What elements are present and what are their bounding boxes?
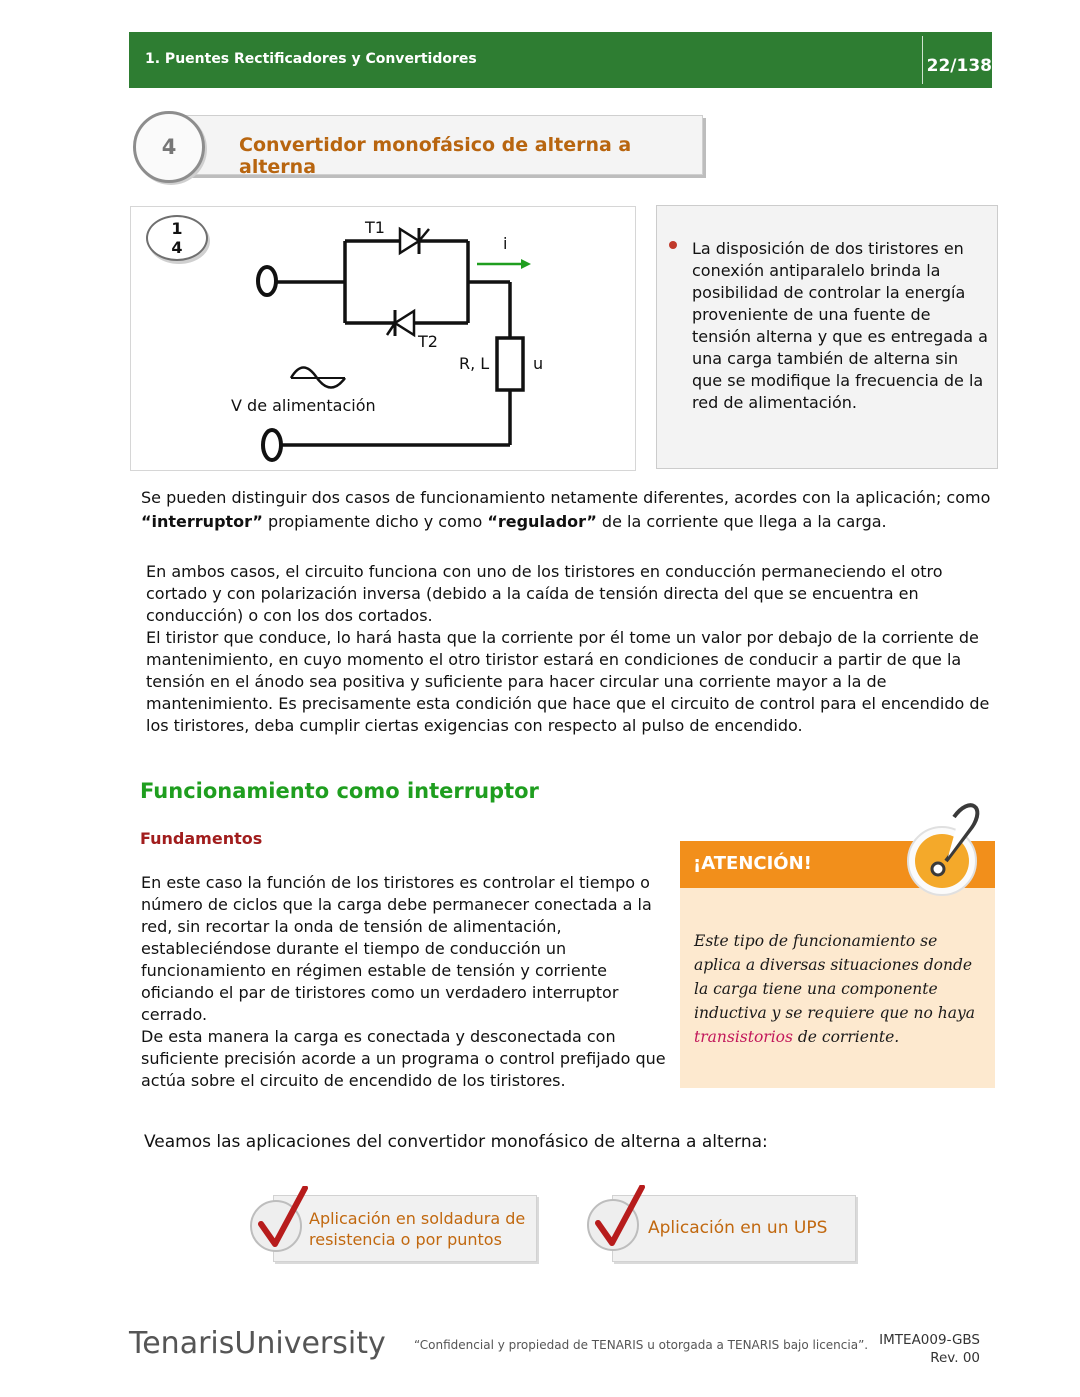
current-arrow-icon <box>477 259 531 269</box>
diagram-badge <box>146 215 208 261</box>
applications-intro: Veamos las aplicaciones del convertidor monofásico de alterna a alterna: <box>144 1132 768 1152</box>
application-welding-button[interactable] <box>273 1195 537 1262</box>
section-number: 4 <box>161 135 177 159</box>
document-id: IMTEA009-GBS <box>879 1332 980 1348</box>
label-current: i <box>503 234 508 253</box>
badge-top-number: 1 <box>171 219 183 238</box>
attention-title: ¡ATENCIÓN! <box>693 853 812 874</box>
tenaris-university-logo: TenarisUniversity <box>129 1326 386 1361</box>
application-welding-label: Aplicación en soldadura de resistencia o por puntos <box>309 1209 526 1249</box>
intro-paragraph-3: El tiristor que conduce, lo hará hasta que la corriente por él tome un valor por debajo de la corriente de mantenimiento, en cuyo momento el otro tiristor estará en condiciones de conducir a partir de que la tensión en el ánodo sea positiva y suficiente para hacer circular una corriente mayor a la de mantenimiento. Es precisamente esta condición que hace que el circuito de control para el encendido de los tiristores, deba cumplir ciertas exigencias con respecto al pulso de encendido. <box>146 628 990 735</box>
attention-text: Este tipo de funcionamiento se aplica a diversas situaciones donde la carga tiene una componente inductiva y se requiere que no haya transistorios de corriente. <box>694 932 975 1046</box>
chapter-title: 1. Puentes Rectificadores y Convertidores <box>145 51 477 67</box>
label-supply: V de alimentación <box>231 396 376 415</box>
intro-paragraph-1: Se pueden distinguir dos casos de funcionamiento netamente diferentes, acordes con la aplicación; como “interruptor” propiamente dicho y como “regulador” de la corriente que llega a la carga. <box>141 488 991 531</box>
application-ups-label: Aplicación en un UPS <box>648 1218 828 1238</box>
section-title: Convertidor monofásico de alterna a alterna <box>239 134 632 178</box>
bullet-icon <box>669 241 677 249</box>
document-revision: Rev. 00 <box>930 1350 980 1366</box>
section-title-box <box>186 115 703 178</box>
checkmark-icon <box>586 1185 646 1255</box>
page-header <box>129 32 992 88</box>
exclamation-icon <box>902 797 990 897</box>
input-terminal-top <box>258 267 276 295</box>
header-divider <box>922 36 923 84</box>
label-t2: T2 <box>418 332 438 351</box>
fundamentos-paragraph-1: En este caso la función de los tiristores es controlar el tiempo o número de ciclos que la carga debe permanecer conectada a la red, sin recortar la onda de tensión de alimentación, estableciéndose durante el tiempo de conducción un funcionamiento en régimen estable de tensión y corriente oficiando el par de tiristores como un verdadero interruptor cerrado. <box>141 873 652 1024</box>
info-panel <box>656 205 998 469</box>
fundamentos-paragraph-2: De esta manera la carga es conectada y desconectada con suficiente precisión acorde a un programa o control prefijado que actúa sobre el circuito de encendido de los tiristores. <box>141 1027 666 1090</box>
checkmark-icon <box>249 1186 309 1256</box>
intro-paragraph-2: En ambos casos, el circuito funciona con uno de los tiristores en conducción permaneciendo el otro cortado y con polarización inversa (debido a la caída de tensión directa del que se encuentra en conducción) o con los dos cortados. <box>146 562 943 625</box>
attention-highlight: transistorios <box>694 1028 793 1046</box>
label-load: R, L <box>459 354 490 373</box>
circuit-diagram <box>130 206 636 471</box>
section-number-badge <box>133 111 205 183</box>
confidentiality-note: “Confidencial y propiedad de TENARIS u otorgada a TENARIS bajo licencia”. <box>414 1338 869 1352</box>
input-terminal-bottom <box>263 430 281 460</box>
application-ups-button[interactable] <box>612 1195 856 1262</box>
label-t1: T1 <box>365 218 385 237</box>
page-number: 22/138 <box>926 56 992 76</box>
info-text: La disposición de dos tiristores en conexión antiparalelo brinda la posibilidad de controlar la energía proveniente de una fuente de tensión alterna y que es entregada a una carga también de alterna sin que se modifique la frecuencia de la red de alimentación. <box>692 239 988 412</box>
subheading-fundamentos: Fundamentos <box>140 829 263 848</box>
document-code <box>874 1331 980 1367</box>
circuit-schematic <box>131 207 635 470</box>
section-heading: Funcionamiento como interruptor <box>140 779 539 803</box>
label-voltage: u <box>533 354 544 373</box>
badge-bottom-number: 4 <box>171 238 183 257</box>
load-resistor-icon <box>497 338 523 390</box>
attention-box <box>680 841 995 1088</box>
